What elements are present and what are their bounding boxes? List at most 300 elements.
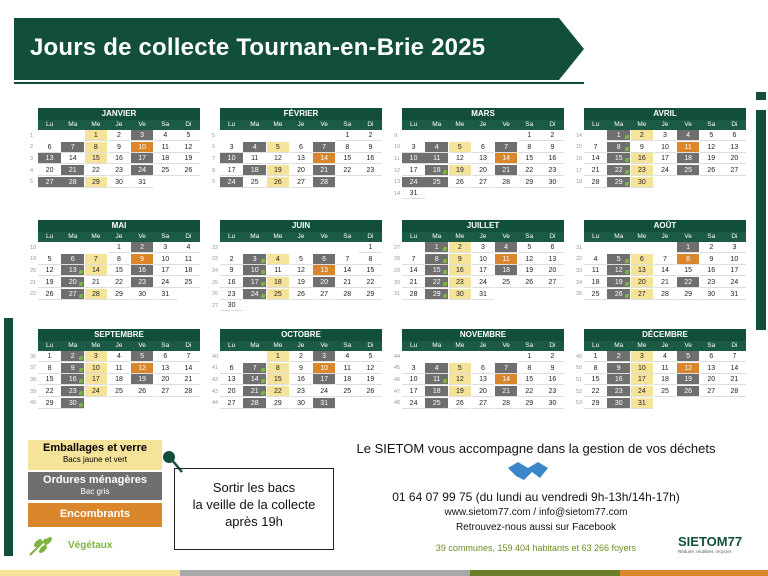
day-cell: 26 <box>449 177 472 188</box>
day-cell: 13 <box>290 153 313 164</box>
day-cell: 14 <box>85 265 108 276</box>
day-cell: 26 <box>290 289 313 300</box>
day-cell: 7 <box>313 142 336 153</box>
day-cell: 27 <box>61 289 84 300</box>
weekday-header <box>220 341 382 351</box>
day-cell: 17 <box>402 386 425 397</box>
day-cell: 1 <box>85 130 108 141</box>
day-cell: 17 <box>654 153 677 164</box>
weekday-label: Lu <box>591 121 600 128</box>
day-cell: 2 <box>541 130 564 141</box>
week-row <box>30 374 200 386</box>
month-name: JUILLET <box>402 220 564 232</box>
day-cell: 8 <box>518 142 541 153</box>
day-cell: 19 <box>449 386 472 397</box>
day-cell: 7 <box>85 254 108 265</box>
day-cell <box>425 351 448 362</box>
weekday-label: Di <box>185 121 192 128</box>
day-cell: 3 <box>243 254 266 265</box>
day-cell: 5 <box>518 242 541 253</box>
day-cell: 19 <box>359 374 382 385</box>
info-web[interactable]: www.sietom77.com / info@sietom77.com <box>444 507 628 518</box>
weekday-label: Ve <box>320 342 328 349</box>
day-cell: 1 <box>677 242 700 253</box>
day-cell: 27 <box>723 165 746 176</box>
sietom-logo <box>678 534 742 554</box>
week-number: 16 <box>576 155 583 162</box>
weekday-label: Je <box>479 342 487 349</box>
day-cell: 11 <box>154 142 177 153</box>
week-row <box>576 254 746 266</box>
day-cell: 27 <box>154 386 177 397</box>
day-cell: 30 <box>541 177 564 188</box>
day-cell: 19 <box>449 165 472 176</box>
weekday-label: Di <box>731 342 738 349</box>
day-cell <box>472 130 495 141</box>
week-row <box>394 288 564 300</box>
day-cell: 4 <box>654 351 677 362</box>
day-cell: 20 <box>631 277 654 288</box>
weekday-label: Me <box>91 233 101 240</box>
week-row <box>30 363 200 375</box>
day-cell: 6 <box>472 363 495 374</box>
day-cell: 10 <box>402 153 425 164</box>
day-cell: 2 <box>607 351 630 362</box>
day-cell: 13 <box>631 265 654 276</box>
day-cell: 21 <box>177 374 200 385</box>
day-cell: 18 <box>154 153 177 164</box>
day-cell: 7 <box>495 363 518 374</box>
week-row <box>576 153 746 165</box>
day-cell <box>700 177 723 188</box>
week-number: 22 <box>30 291 37 298</box>
week-number: 43 <box>212 388 219 395</box>
month-8 <box>576 220 746 300</box>
day-cell <box>677 177 700 188</box>
day-cell: 8 <box>425 254 448 265</box>
day-cell: 5 <box>177 130 200 141</box>
day-cell: 19 <box>518 265 541 276</box>
day-cell <box>402 242 425 253</box>
day-cell: 12 <box>449 153 472 164</box>
weekday-label: Me <box>637 342 647 349</box>
day-cell: 24 <box>654 165 677 176</box>
week-number: 7 <box>212 155 216 162</box>
weekday-label: Lu <box>45 121 54 128</box>
day-cell: 2 <box>541 351 564 362</box>
weekday-header <box>584 120 746 130</box>
day-cell: 22 <box>38 386 61 397</box>
week-row <box>212 397 382 409</box>
month-3 <box>394 108 564 200</box>
week-row <box>30 351 200 363</box>
day-cell: 24 <box>631 386 654 397</box>
title-underline <box>14 82 584 84</box>
week-row <box>30 265 200 277</box>
day-cell: 4 <box>336 351 359 362</box>
day-cell <box>336 300 359 311</box>
day-cell: 24 <box>154 277 177 288</box>
day-cell: 25 <box>154 165 177 176</box>
day-cell: 29 <box>85 177 108 188</box>
day-cell: 30 <box>290 398 313 409</box>
week-row <box>30 386 200 398</box>
week-row <box>576 242 746 254</box>
day-cell: 12 <box>290 265 313 276</box>
day-cell <box>267 300 290 311</box>
day-cell: 27 <box>700 386 723 397</box>
day-cell <box>131 398 154 409</box>
day-cell: 17 <box>85 374 108 385</box>
weekday-label: Ma <box>614 121 624 128</box>
weekday-label: Me <box>273 342 283 349</box>
day-cell: 14 <box>336 265 359 276</box>
day-cell: 28 <box>584 177 607 188</box>
day-cell: 5 <box>359 351 382 362</box>
legend-emballages <box>28 440 162 470</box>
day-cell: 1 <box>267 351 290 362</box>
day-cell: 31 <box>131 177 154 188</box>
week-number: 34 <box>576 279 583 286</box>
day-cell: 7 <box>177 351 200 362</box>
weekday-label: Ma <box>432 121 442 128</box>
day-cell: 6 <box>313 254 336 265</box>
week-number: 14 <box>394 190 401 197</box>
day-cell <box>38 242 61 253</box>
weekday-label: Je <box>661 342 669 349</box>
day-cell: 31 <box>154 289 177 300</box>
weekday-label: Ve <box>502 342 510 349</box>
week-number: 27 <box>394 244 401 251</box>
day-cell: 7 <box>61 142 84 153</box>
month-5 <box>30 220 200 300</box>
weekday-header <box>584 341 746 351</box>
week-row <box>394 242 564 254</box>
page-title: Jours de collecte Tournan-en-Brie 2025 <box>30 34 486 61</box>
day-cell: 14 <box>723 363 746 374</box>
weekday-label: Ma <box>68 121 78 128</box>
weekday-label: Ve <box>684 342 692 349</box>
day-cell: 24 <box>472 277 495 288</box>
day-cell: 8 <box>607 142 630 153</box>
day-cell <box>472 188 495 199</box>
day-cell: 1 <box>584 351 607 362</box>
day-cell: 25 <box>654 386 677 397</box>
day-cell: 17 <box>131 153 154 164</box>
weekday-label: Di <box>731 121 738 128</box>
decor-bar-right <box>756 110 766 330</box>
day-cell: 2 <box>449 242 472 253</box>
day-cell <box>654 177 677 188</box>
week-number: 31 <box>394 291 401 298</box>
day-cell: 16 <box>700 265 723 276</box>
month-name: JANVIER <box>38 108 200 120</box>
day-cell: 1 <box>518 351 541 362</box>
weekday-label: Sa <box>343 342 352 349</box>
day-cell: 8 <box>584 363 607 374</box>
day-cell: 10 <box>472 254 495 265</box>
day-cell: 7 <box>723 351 746 362</box>
week-row <box>394 142 564 154</box>
week-row <box>394 165 564 177</box>
day-cell <box>85 242 108 253</box>
month-name: JUIN <box>220 220 382 232</box>
day-cell: 21 <box>85 277 108 288</box>
weekday-label: Ma <box>250 342 260 349</box>
weekday-label: Ma <box>250 233 260 240</box>
day-cell: 27 <box>38 177 61 188</box>
day-cell <box>108 398 131 409</box>
week-row <box>212 288 382 300</box>
day-cell: 18 <box>677 153 700 164</box>
day-cell: 23 <box>220 289 243 300</box>
weekday-label: Ve <box>138 342 146 349</box>
day-cell <box>449 188 472 199</box>
day-cell <box>313 130 336 141</box>
day-cell <box>267 130 290 141</box>
weekday-label: Sa <box>161 233 170 240</box>
day-cell: 5 <box>449 142 472 153</box>
info-headline: Le SIETOM vous accompagne dans la gestion de vos déchets <box>356 441 716 456</box>
day-cell: 28 <box>177 386 200 397</box>
day-cell: 4 <box>425 142 448 153</box>
weekday-label: Je <box>115 342 123 349</box>
legend-encombrants <box>28 503 162 527</box>
day-cell: 12 <box>131 363 154 374</box>
legend-vegetaux <box>28 535 158 555</box>
week-number: 10 <box>394 144 401 151</box>
day-cell: 19 <box>131 374 154 385</box>
week-row <box>394 153 564 165</box>
day-cell: 9 <box>700 254 723 265</box>
day-cell: 3 <box>313 351 336 362</box>
day-cell: 11 <box>425 153 448 164</box>
day-cell: 27 <box>290 177 313 188</box>
weekday-header <box>402 341 564 351</box>
day-cell: 14 <box>61 153 84 164</box>
day-cell: 3 <box>723 242 746 253</box>
month-1 <box>30 108 200 188</box>
day-cell: 31 <box>631 398 654 409</box>
day-cell: 16 <box>359 153 382 164</box>
weekday-label: Ve <box>684 121 692 128</box>
day-cell: 7 <box>243 363 266 374</box>
day-cell: 9 <box>131 254 154 265</box>
bottom-band-orange <box>620 570 768 576</box>
day-cell: 7 <box>654 254 677 265</box>
day-cell: 25 <box>495 277 518 288</box>
decor-bar-right-top <box>756 92 766 100</box>
week-row <box>576 363 746 375</box>
week-row <box>394 188 564 200</box>
weekday-label: Sa <box>343 233 352 240</box>
day-cell: 26 <box>518 277 541 288</box>
day-cell: 26 <box>267 177 290 188</box>
day-cell: 17 <box>154 265 177 276</box>
day-cell: 12 <box>518 254 541 265</box>
weekday-label: Sa <box>525 342 534 349</box>
day-cell: 12 <box>38 265 61 276</box>
week-number: 30 <box>394 279 401 286</box>
day-cell: 2 <box>631 130 654 141</box>
day-cell: 10 <box>631 363 654 374</box>
week-number: 45 <box>394 365 401 372</box>
week-number: 9 <box>212 179 216 186</box>
logo-name: SIETOM77 <box>678 534 743 549</box>
day-cell <box>336 398 359 409</box>
day-cell <box>177 177 200 188</box>
week-number: 19 <box>30 256 37 263</box>
day-cell: 20 <box>290 165 313 176</box>
weekday-label: Je <box>297 342 305 349</box>
week-row <box>394 363 564 375</box>
week-number: 33 <box>576 267 583 274</box>
week-number: 5 <box>212 132 216 139</box>
day-cell: 16 <box>61 374 84 385</box>
day-cell: 24 <box>85 386 108 397</box>
weekday-label: Je <box>661 233 669 240</box>
day-cell: 14 <box>584 153 607 164</box>
day-cell: 30 <box>131 289 154 300</box>
week-number: 14 <box>576 132 583 139</box>
weekday-label: Me <box>637 121 647 128</box>
day-cell: 7 <box>402 254 425 265</box>
week-row <box>576 277 746 289</box>
day-cell: 4 <box>584 254 607 265</box>
day-cell: 8 <box>677 254 700 265</box>
day-cell: 1 <box>607 130 630 141</box>
weekday-label: Lu <box>227 121 236 128</box>
weekday-header <box>38 232 200 242</box>
day-cell: 14 <box>313 153 336 164</box>
day-cell <box>61 130 84 141</box>
week-row <box>394 351 564 363</box>
weekday-label: Je <box>479 233 487 240</box>
day-cell: 24 <box>313 386 336 397</box>
day-cell <box>584 130 607 141</box>
day-cell: 25 <box>584 289 607 300</box>
weekday-label: Di <box>549 342 556 349</box>
day-cell: 15 <box>267 374 290 385</box>
weekday-label: Ma <box>432 342 442 349</box>
week-row <box>576 165 746 177</box>
day-cell: 22 <box>518 165 541 176</box>
day-cell: 15 <box>38 374 61 385</box>
day-cell: 17 <box>220 165 243 176</box>
bottom-band-grey <box>180 570 470 576</box>
weekday-label: Sa <box>343 121 352 128</box>
day-cell: 11 <box>677 142 700 153</box>
weekday-label: Lu <box>227 233 236 240</box>
day-cell: 17 <box>313 374 336 385</box>
day-cell: 19 <box>177 153 200 164</box>
day-cell <box>336 242 359 253</box>
day-cell: 1 <box>518 130 541 141</box>
day-cell: 1 <box>38 351 61 362</box>
day-cell: 6 <box>290 142 313 153</box>
week-number: 6 <box>212 144 216 151</box>
day-cell: 16 <box>220 277 243 288</box>
month-11 <box>394 329 564 409</box>
day-cell: 28 <box>402 289 425 300</box>
day-cell: 28 <box>495 177 518 188</box>
day-cell: 27 <box>313 289 336 300</box>
day-cell: 25 <box>425 177 448 188</box>
day-cell: 6 <box>154 351 177 362</box>
weekday-label: Ma <box>432 233 442 240</box>
day-cell: 6 <box>723 130 746 141</box>
weekday-label: Di <box>185 233 192 240</box>
week-number: 2 <box>30 144 34 151</box>
week-number: 42 <box>212 376 219 383</box>
day-cell: 20 <box>472 386 495 397</box>
day-cell: 8 <box>359 254 382 265</box>
day-cell <box>359 300 382 311</box>
day-cell <box>243 242 266 253</box>
week-number: 52 <box>576 388 583 395</box>
day-cell: 12 <box>449 374 472 385</box>
day-cell: 25 <box>677 165 700 176</box>
day-cell: 6 <box>38 142 61 153</box>
weekday-label: Sa <box>707 121 716 128</box>
day-cell: 6 <box>472 142 495 153</box>
day-cell: 26 <box>449 398 472 409</box>
day-cell: 9 <box>631 142 654 153</box>
day-cell <box>267 242 290 253</box>
week-number: 48 <box>394 400 401 407</box>
day-cell: 10 <box>723 254 746 265</box>
week-number: 46 <box>394 376 401 383</box>
day-cell <box>177 289 200 300</box>
legend-ordures <box>28 472 162 500</box>
week-number: 11 <box>394 155 400 162</box>
day-cell: 13 <box>61 265 84 276</box>
month-name: MARS <box>402 108 564 120</box>
week-number: 40 <box>212 353 219 360</box>
sortir-line1: Sortir les bacs <box>212 480 296 495</box>
day-cell: 20 <box>154 374 177 385</box>
weekday-label: Ma <box>614 233 624 240</box>
weekday-label: Me <box>455 342 465 349</box>
day-cell: 21 <box>313 165 336 176</box>
day-cell: 2 <box>700 242 723 253</box>
day-cell: 16 <box>607 374 630 385</box>
weekday-label: Ma <box>68 233 78 240</box>
month-2 <box>212 108 382 188</box>
week-number: 8 <box>212 167 216 174</box>
weekday-label: Sa <box>707 233 716 240</box>
day-cell: 22 <box>677 277 700 288</box>
day-cell: 11 <box>495 254 518 265</box>
day-cell: 7 <box>336 254 359 265</box>
week-number: 40 <box>30 400 37 407</box>
day-cell: 3 <box>85 351 108 362</box>
day-cell: 5 <box>131 351 154 362</box>
day-cell: 6 <box>220 363 243 374</box>
day-cell: 22 <box>267 386 290 397</box>
day-cell: 4 <box>425 363 448 374</box>
day-cell: 26 <box>131 386 154 397</box>
week-row <box>394 374 564 386</box>
day-cell: 8 <box>336 142 359 153</box>
month-10 <box>212 329 382 409</box>
legend-encombrants-label: Encombrants <box>59 508 131 520</box>
day-cell: 22 <box>425 277 448 288</box>
weekday-label: Je <box>661 121 669 128</box>
week-number: 22 <box>212 244 219 251</box>
day-cell: 27 <box>472 398 495 409</box>
day-cell: 4 <box>267 254 290 265</box>
